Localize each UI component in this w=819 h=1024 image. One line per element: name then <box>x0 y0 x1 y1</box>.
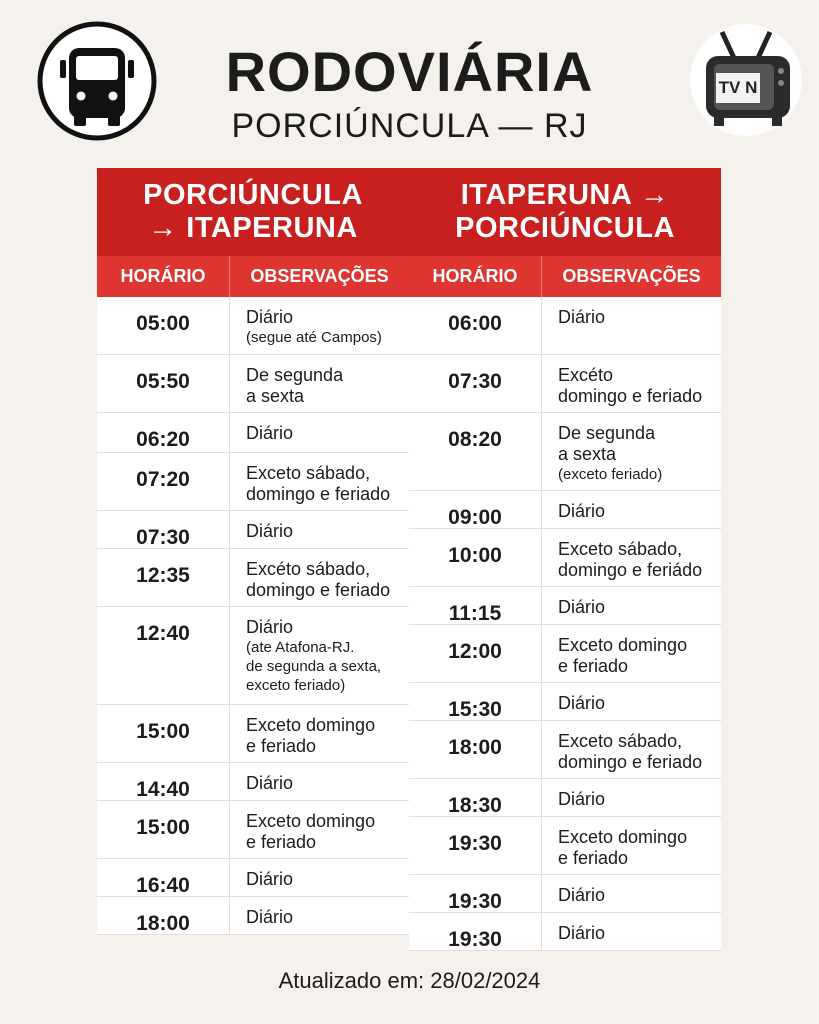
observation <box>542 529 721 586</box>
table-row <box>409 297 721 355</box>
observation <box>542 297 721 354</box>
departure-time: 12:00 <box>409 625 542 682</box>
observation <box>542 413 721 490</box>
table-row <box>409 491 721 529</box>
observation <box>230 297 409 354</box>
table-row <box>409 625 721 683</box>
departure-time: 15:00 <box>97 705 230 762</box>
table-row <box>97 413 409 453</box>
column-headers <box>409 256 721 297</box>
observation-text: Diário <box>558 501 606 521</box>
departure-time: 14:40 <box>97 763 230 800</box>
table-row <box>97 763 409 801</box>
observation-text: Exceto domingo e feriado <box>246 715 376 756</box>
table-row <box>409 913 721 951</box>
table-row <box>409 587 721 625</box>
observation <box>230 511 409 548</box>
departure-time: 19:30 <box>409 913 542 950</box>
observation-text: Exceto domingo e feriado <box>558 635 688 676</box>
observation <box>542 355 721 412</box>
observation <box>230 763 409 800</box>
departure-time: 12:40 <box>97 607 230 704</box>
observation-text: De segunda a sexta <box>558 423 656 464</box>
observation <box>542 587 721 624</box>
route-title: ITAPERUNA → PORCIÚNCULA <box>409 168 721 256</box>
departure-time: 06:20 <box>97 413 230 452</box>
table-row <box>97 511 409 549</box>
table-row <box>409 413 721 491</box>
table-row <box>409 875 721 913</box>
observation <box>542 625 721 682</box>
observation-text: Diário <box>558 885 606 905</box>
observation <box>230 859 409 896</box>
page-title: RODOVIÁRIA <box>225 40 594 103</box>
departure-time: 15:30 <box>409 683 542 720</box>
table-row <box>97 607 409 705</box>
departure-time: 05:50 <box>97 355 230 412</box>
observation <box>542 913 721 950</box>
column-header-time: HORÁRIO <box>97 256 230 297</box>
observation <box>230 897 409 934</box>
departure-time: 08:20 <box>409 413 542 490</box>
observation <box>542 817 721 874</box>
observation <box>542 875 721 912</box>
observation <box>230 413 409 452</box>
departure-time: 07:20 <box>97 453 230 510</box>
departure-time: 10:00 <box>409 529 542 586</box>
observation-text: Exceto sábado, domingo e feriado <box>558 731 703 772</box>
observation-text: Diário <box>558 597 606 617</box>
table-row <box>97 297 409 355</box>
observation-text: Exceto domingo e feriado <box>246 811 376 852</box>
column-header-observations: OBSERVAÇÕES <box>562 266 701 286</box>
departure-time: 09:00 <box>409 491 542 528</box>
departure-time: 05:00 <box>97 297 230 354</box>
observation <box>542 683 721 720</box>
table-row <box>409 683 721 721</box>
observation-text: Diário <box>558 693 606 713</box>
table-row <box>97 453 409 511</box>
observation <box>542 491 721 528</box>
observation <box>230 355 409 412</box>
observation-text: Diário <box>246 907 294 927</box>
departure-time: 18:30 <box>409 779 542 816</box>
departure-time: 18:00 <box>409 721 542 778</box>
table-row <box>97 705 409 763</box>
observation <box>542 779 721 816</box>
departure-time: 07:30 <box>97 511 230 548</box>
observation-text: Diário <box>558 923 606 943</box>
departure-time: 06:00 <box>409 297 542 354</box>
updated-date: Atualizado em: 28/02/2024 <box>278 968 541 993</box>
observation <box>230 607 409 704</box>
observation <box>230 801 409 858</box>
departure-time: 07:30 <box>409 355 542 412</box>
observation-text: Diário <box>558 789 606 809</box>
observation-note: (ate Atafona-RJ. de segunda a sexta, exceto feriado) <box>246 639 382 694</box>
departure-time: 15:00 <box>97 801 230 858</box>
observation <box>230 705 409 762</box>
observation-text: Diário <box>246 423 294 443</box>
observation-text: Excéto domingo e feriado <box>558 365 703 406</box>
observation-text: Diário <box>246 307 294 327</box>
departure-time: 18:00 <box>97 897 230 934</box>
departure-time: 12:35 <box>97 549 230 606</box>
column-headers <box>97 256 409 297</box>
observation-text: Diário <box>246 773 294 793</box>
observation-text: Diário <box>558 307 606 327</box>
table-row <box>409 779 721 817</box>
table-row <box>97 897 409 935</box>
observation-text: Diário <box>246 617 294 637</box>
observation <box>230 549 409 606</box>
table-row <box>409 355 721 413</box>
table-row <box>97 859 409 897</box>
observation-note: (segue até Campos) <box>246 329 382 346</box>
table-row <box>409 529 721 587</box>
table-row <box>97 355 409 413</box>
schedule-table-porciuncula-itaperuna <box>97 168 409 935</box>
table-row <box>409 817 721 875</box>
observation-text: Exceto domingo e feriado <box>558 827 688 868</box>
page-subtitle: PORCIÚNCULA — RJ <box>231 107 588 145</box>
observation-text: Diário <box>246 521 294 541</box>
observation-text: Exceto sábado, domingo e feriado <box>246 463 391 504</box>
route-title: PORCIÚNCULA → ITAPERUNA <box>97 168 409 256</box>
column-header-observations: OBSERVAÇÕES <box>250 266 389 286</box>
departure-time: 11:15 <box>409 587 542 624</box>
observation-text: Excéto sábado, domingo e feriado <box>246 559 391 600</box>
observation <box>542 721 721 778</box>
observation-text: Exceto sábado, domingo e feriádo <box>558 539 703 580</box>
departure-time: 16:40 <box>97 859 230 896</box>
table-row <box>409 721 721 779</box>
departure-time: 19:30 <box>409 875 542 912</box>
observation-text: Diário <box>246 869 294 889</box>
tv-logo-text: TV N <box>718 78 758 97</box>
column-header-time: HORÁRIO <box>409 256 542 297</box>
departure-time: 19:30 <box>409 817 542 874</box>
table-row <box>97 549 409 607</box>
observation-note: (exceto feriado) <box>558 466 663 483</box>
schedule-table-itaperuna-porciuncula <box>409 168 721 951</box>
observation <box>230 453 409 510</box>
observation-text: De segunda a sexta <box>246 365 344 406</box>
table-row <box>97 801 409 859</box>
